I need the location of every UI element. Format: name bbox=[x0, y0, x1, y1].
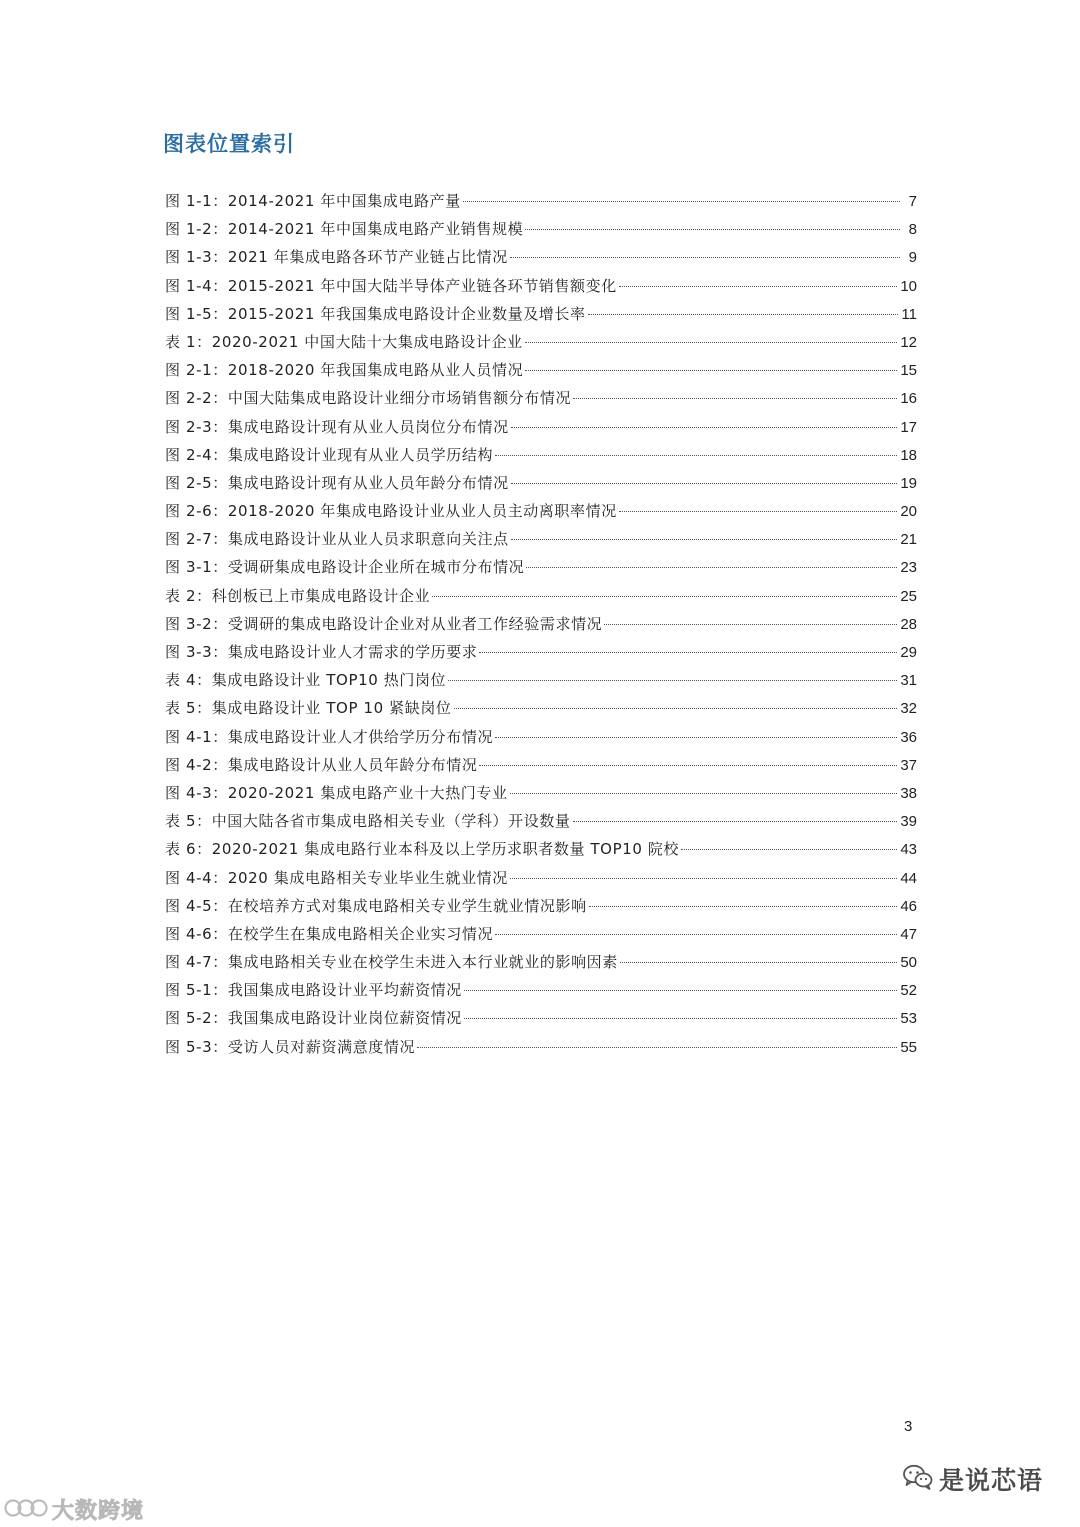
toc-entry-label: 图 3-2：受调研的集成电路设计企业对从业者工作经验需求情况 bbox=[165, 614, 603, 633]
toc-leader-dots bbox=[511, 483, 898, 484]
toc-entry-label: 图 1-1：2014-2021 年中国集成电路产量 bbox=[165, 192, 461, 210]
toc-entry-label: 图 5-1：我国集成电路设计业平均薪资情况 bbox=[165, 981, 462, 1000]
toc-entry-page: 52 bbox=[900, 982, 917, 1000]
toc-entry-label: 图 2-2：中国大陆集成电路设计业细分市场销售额分布情况 bbox=[165, 389, 572, 408]
toc-leader-dots bbox=[479, 765, 897, 766]
toc-entry-page: 36 bbox=[900, 728, 917, 746]
toc-entry-label: 表 2：科创板已上市集成电路设计企业 bbox=[165, 586, 431, 605]
toc-entry-label: 图 4-2：集成电路设计从业人员年龄分布情况 bbox=[165, 755, 478, 774]
toc-entry-label: 图 4-7：集成电路相关专业在校学生未进入本行业就业的影响因素 bbox=[165, 953, 618, 972]
toc-leader-dots bbox=[573, 398, 897, 399]
toc-entry-page: 8 bbox=[908, 221, 917, 239]
toc-leader-dots bbox=[525, 342, 898, 343]
toc-entry-page: 32 bbox=[900, 700, 917, 718]
toc-leader-dots bbox=[495, 737, 897, 738]
toc-entry[interactable] bbox=[165, 497, 917, 525]
toc-entry-page: 9 bbox=[908, 249, 917, 267]
toc-entry[interactable] bbox=[165, 920, 917, 948]
toc-entry[interactable] bbox=[165, 835, 917, 863]
toc-entry[interactable] bbox=[165, 779, 917, 807]
toc-leader-dots bbox=[495, 934, 897, 935]
toc-entry-label: 图 1-4：2015-2021 年中国大陆半导体产业链各环节销售额变化 bbox=[165, 276, 617, 295]
toc-leader-dots bbox=[463, 201, 900, 202]
toc-entry[interactable] bbox=[165, 215, 917, 243]
page-number: 3 bbox=[904, 1418, 913, 1435]
toc-entry-label: 表 6：2020-2021 集成电路行业本科及以上学历求职者数量 TOP10 院校 bbox=[165, 840, 680, 859]
toc-entry[interactable] bbox=[165, 582, 917, 610]
toc-entry-page: 37 bbox=[900, 756, 917, 774]
toc-entry-label: 图 3-1：受调研集成电路设计企业所在城市分布情况 bbox=[165, 558, 525, 577]
toc-entry[interactable] bbox=[165, 751, 917, 779]
toc-entry-page: 44 bbox=[900, 869, 917, 887]
toc-entry-label: 图 5-3：受访人员对薪资满意度情况 bbox=[165, 1037, 416, 1056]
toc-list bbox=[165, 187, 917, 1061]
toc-entry[interactable] bbox=[165, 187, 917, 215]
toc-entry[interactable] bbox=[165, 1033, 917, 1061]
toc-entry-page: 31 bbox=[900, 672, 917, 690]
page-title: 图表位置索引 bbox=[163, 131, 295, 156]
toc-entry-label: 图 1-5：2015-2021 年我国集成电路设计企业数量及增长率 bbox=[165, 304, 586, 323]
toc-entry-page: 10 bbox=[900, 277, 917, 295]
toc-entry-page: 55 bbox=[900, 1038, 917, 1056]
toc-entry-label: 图 4-1：集成电路设计业人才供给学历分布情况 bbox=[165, 727, 494, 746]
watermark-left bbox=[4, 1494, 144, 1525]
toc-leader-dots bbox=[525, 229, 900, 230]
toc-entry-page: 38 bbox=[900, 784, 917, 802]
toc-entry[interactable] bbox=[165, 864, 917, 892]
toc-leader-dots bbox=[620, 962, 897, 963]
toc-entry[interactable] bbox=[165, 807, 917, 835]
toc-entry-label: 图 2-1：2018-2020 年我国集成电路从业人员情况 bbox=[165, 361, 524, 380]
toc-leader-dots bbox=[619, 511, 898, 512]
toc-entry-label: 图 4-6：在校学生在集成电路相关企业实习情况 bbox=[165, 924, 494, 943]
toc-entry-label: 图 4-5：在校培养方式对集成电路相关专业学生就业情况影响 bbox=[165, 896, 587, 915]
toc-entry[interactable] bbox=[165, 553, 917, 581]
toc-entry-label: 图 2-5：集成电路设计现有从业人员年龄分布情况 bbox=[165, 473, 509, 492]
toc-entry[interactable] bbox=[165, 441, 917, 469]
toc-entry-label: 图 3-3：集成电路设计业人才需求的学历要求 bbox=[165, 643, 478, 661]
toc-leader-dots bbox=[511, 427, 898, 428]
wechat-icon bbox=[903, 1464, 933, 1494]
toc-entry[interactable] bbox=[165, 469, 917, 497]
toc-entry[interactable] bbox=[165, 525, 917, 553]
toc-entry-page: 20 bbox=[900, 503, 917, 521]
toc-entry-label: 图 2-4：集成电路设计业现有从业人员学历结构 bbox=[165, 445, 494, 464]
toc-leader-dots bbox=[454, 708, 898, 709]
toc-entry-label: 图 4-3：2020-2021 集成电路产业十大热门专业 bbox=[165, 783, 508, 802]
toc-leader-dots bbox=[464, 990, 897, 991]
toc-leader-dots bbox=[510, 793, 898, 794]
toc-entry-label: 图 4-4：2020 集成电路相关专业毕业生就业情况 bbox=[165, 868, 508, 887]
toc-leader-dots bbox=[417, 1047, 897, 1048]
brand-logo-icon bbox=[4, 1495, 48, 1525]
toc-entry-page: 16 bbox=[900, 390, 917, 408]
watermark-right bbox=[903, 1461, 1043, 1497]
toc-entry-page: 53 bbox=[900, 1010, 917, 1028]
toc-entry-label: 图 2-6：2018-2020 年集成电路设计业从业人员主动离职率情况 bbox=[165, 502, 617, 521]
toc-leader-dots bbox=[495, 455, 897, 456]
toc-entry-label: 图 1-3：2021 年集成电路各环节产业链占比情况 bbox=[165, 248, 508, 267]
toc-entry[interactable] bbox=[165, 666, 917, 694]
toc-entry[interactable] bbox=[165, 892, 917, 920]
toc-entry-page: 21 bbox=[900, 531, 917, 549]
toc-entry[interactable] bbox=[165, 413, 917, 441]
toc-entry[interactable] bbox=[165, 948, 917, 976]
toc-entry-page: 17 bbox=[900, 418, 917, 436]
toc-leader-dots bbox=[510, 878, 898, 879]
toc-entry[interactable] bbox=[165, 1004, 917, 1032]
toc-leader-dots bbox=[619, 286, 898, 287]
toc-entry-page: 43 bbox=[900, 841, 917, 859]
toc-entry-page: 15 bbox=[900, 362, 917, 380]
toc-entry[interactable] bbox=[165, 272, 917, 300]
toc-entry-label: 图 2-3：集成电路设计现有从业人员岗位分布情况 bbox=[165, 417, 509, 436]
toc-leader-dots bbox=[589, 906, 898, 907]
toc-entry[interactable] bbox=[165, 610, 917, 638]
toc-entry[interactable] bbox=[165, 723, 917, 751]
toc-leader-dots bbox=[681, 849, 897, 850]
toc-leader-dots bbox=[464, 1018, 897, 1019]
toc-entry-page: 50 bbox=[900, 954, 917, 972]
toc-entry-page: 47 bbox=[900, 925, 917, 943]
toc-entry[interactable] bbox=[165, 300, 917, 328]
toc-entry-page: 46 bbox=[900, 897, 917, 915]
toc-leader-dots bbox=[511, 539, 898, 540]
toc-leader-dots bbox=[526, 567, 897, 568]
toc-entry[interactable] bbox=[165, 328, 917, 356]
toc-entry-label: 图 5-2：我国集成电路设计业岗位薪资情况 bbox=[165, 1009, 462, 1028]
toc-entry[interactable] bbox=[165, 356, 917, 384]
toc-entry[interactable] bbox=[165, 694, 917, 722]
toc-entry-label: 图 1-2：2014-2021 年中国集成电路产业销售规模 bbox=[165, 220, 524, 239]
toc-entry-label: 表 4：集成电路设计业 TOP10 热门岗位 bbox=[165, 671, 447, 690]
toc-leader-dots bbox=[573, 821, 898, 822]
toc-entry[interactable] bbox=[165, 243, 917, 271]
toc-entry-label: 表 1：2020-2021 中国大陆十大集成电路设计企业 bbox=[165, 332, 523, 351]
toc-entry[interactable] bbox=[165, 384, 917, 412]
toc-entry[interactable] bbox=[165, 638, 917, 666]
toc-leader-dots bbox=[604, 624, 897, 625]
toc-entry-page: 18 bbox=[900, 446, 917, 464]
toc-leader-dots bbox=[448, 680, 897, 681]
toc-entry-page: 25 bbox=[900, 587, 917, 605]
toc-leader-dots bbox=[588, 314, 899, 315]
toc-entry-page: 7 bbox=[908, 193, 917, 210]
toc-entry-label: 表 5：集成电路设计业 TOP 10 紧缺岗位 bbox=[165, 699, 452, 718]
toc-entry-page: 11 bbox=[901, 305, 917, 323]
toc-entry-page: 28 bbox=[900, 615, 917, 633]
toc-entry-page: 39 bbox=[900, 813, 917, 831]
watermark-left-text: 大数跨境 bbox=[52, 1499, 145, 1524]
toc-entry-label: 图 2-7：集成电路设计业从业人员求职意向关注点 bbox=[165, 530, 509, 549]
toc-leader-dots bbox=[510, 257, 900, 258]
toc-entry-page: 19 bbox=[900, 474, 917, 492]
toc-leader-dots bbox=[479, 652, 897, 653]
toc-entry[interactable] bbox=[165, 976, 917, 1004]
toc-leader-dots bbox=[525, 370, 897, 371]
toc-entry-label: 表 5：中国大陆各省市集成电路相关专业（学科）开设数量 bbox=[165, 812, 571, 831]
toc-leader-dots bbox=[432, 596, 897, 597]
toc-entry-page: 23 bbox=[900, 559, 917, 577]
watermark-right-text: 是说芯语 bbox=[939, 1466, 1044, 1495]
toc-entry-page: 29 bbox=[900, 644, 917, 661]
toc-entry-page: 12 bbox=[900, 333, 917, 351]
